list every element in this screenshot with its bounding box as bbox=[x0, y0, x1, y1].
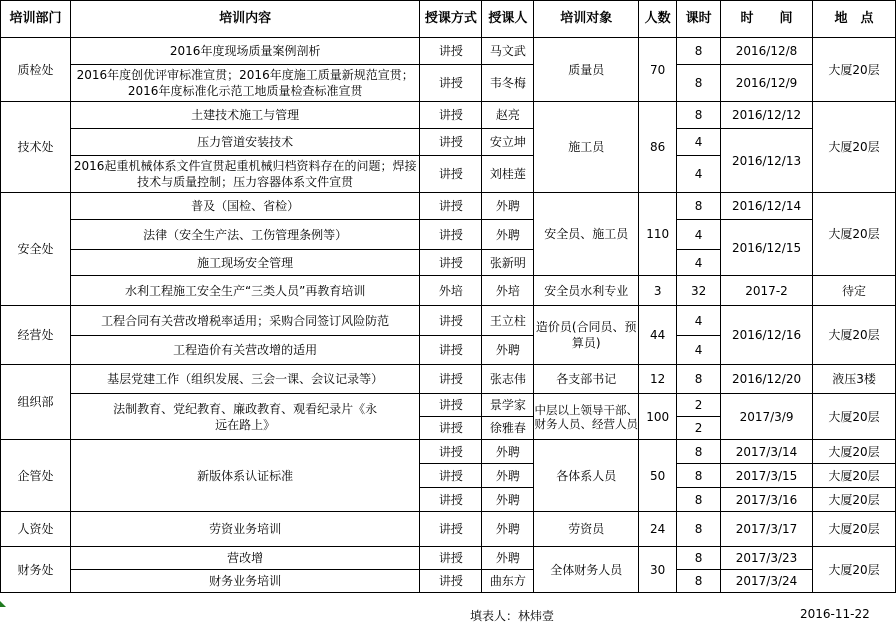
footer bbox=[0, 604, 896, 625]
table-row bbox=[1, 440, 896, 464]
content-cell: 2016年度创优评审标准宣贯；2016年度施工质量新规范宣贯；2016年度标准化示范工地质量检查标准宣贯 bbox=[70, 65, 420, 102]
content-cell: 劳资业务培训 bbox=[70, 512, 420, 547]
header-count: 人数 bbox=[639, 1, 677, 38]
location-cell: 大厦20层 bbox=[813, 488, 896, 512]
teacher-cell: 景学家 bbox=[482, 394, 534, 417]
time-cell: 2017/3/24 bbox=[721, 570, 813, 593]
dept-cell: 人资处 bbox=[1, 512, 71, 547]
location-cell: 待定 bbox=[813, 276, 896, 306]
method-cell: 讲授 bbox=[420, 570, 482, 593]
location-cell: 大厦20层 bbox=[813, 102, 896, 193]
count-cell: 30 bbox=[639, 547, 677, 593]
audience-cell: 造价员(合同员、预算员) bbox=[534, 306, 639, 365]
audience-cell: 全体财务人员 bbox=[534, 547, 639, 593]
hours-cell: 8 bbox=[677, 365, 721, 394]
dept-cell: 财务处 bbox=[1, 547, 71, 593]
hours-cell: 8 bbox=[677, 102, 721, 129]
table-row bbox=[1, 102, 896, 129]
method-cell: 讲授 bbox=[420, 488, 482, 512]
dept-cell: 安全处 bbox=[1, 193, 71, 306]
content-cell: 土建技术施工与管理 bbox=[70, 102, 420, 129]
header-dept: 培训部门 bbox=[1, 1, 71, 38]
hours-cell: 8 bbox=[677, 464, 721, 488]
location-cell: 大厦20层 bbox=[813, 512, 896, 547]
teacher-cell: 外聘 bbox=[482, 440, 534, 464]
teacher-cell: 外培 bbox=[482, 276, 534, 306]
count-cell: 110 bbox=[639, 193, 677, 276]
method-cell: 讲授 bbox=[420, 306, 482, 336]
hours-cell: 8 bbox=[677, 193, 721, 220]
time-cell: 2017/3/9 bbox=[721, 394, 813, 440]
count-cell: 86 bbox=[639, 102, 677, 193]
time-cell: 2016/12/12 bbox=[721, 102, 813, 129]
audience-cell: 中层以上领导干部、财务人员、经营人员 bbox=[534, 394, 639, 440]
table-row bbox=[1, 129, 896, 156]
teacher-cell: 徐雅春 bbox=[482, 417, 534, 440]
content-cell: 新版体系认证标准 bbox=[70, 440, 420, 512]
hours-cell: 8 bbox=[677, 65, 721, 102]
method-cell: 讲授 bbox=[420, 38, 482, 65]
content-cell: 普及（国检、省检） bbox=[70, 193, 420, 220]
content-cell: 水利工程施工安全生产“三类人员”再教育培训 bbox=[70, 276, 420, 306]
location-cell: 大厦20层 bbox=[813, 38, 896, 102]
dept-cell: 经营处 bbox=[1, 306, 71, 365]
method-cell: 讲授 bbox=[420, 394, 482, 417]
table-row bbox=[1, 193, 896, 220]
teacher-cell: 外聘 bbox=[482, 547, 534, 570]
hours-cell: 8 bbox=[677, 38, 721, 65]
content-cell: 工程造价有关营改增的适用 bbox=[70, 336, 420, 365]
audience-cell: 各支部书记 bbox=[534, 365, 639, 394]
method-cell: 讲授 bbox=[420, 512, 482, 547]
content-cell: 法律（安全生产法、工伤管理条例等） bbox=[70, 220, 420, 250]
teacher-cell: 赵亮 bbox=[482, 102, 534, 129]
hours-cell: 4 bbox=[677, 306, 721, 336]
teacher-cell: 外聘 bbox=[482, 336, 534, 365]
location-cell: 大厦20层 bbox=[813, 394, 896, 440]
header-teacher: 授课人 bbox=[482, 1, 534, 38]
time-cell: 2017/3/23 bbox=[721, 547, 813, 570]
audience-cell: 安全员、施工员 bbox=[534, 193, 639, 276]
header-content: 培训内容 bbox=[70, 1, 420, 38]
time-cell: 2016/12/16 bbox=[721, 306, 813, 365]
count-cell: 3 bbox=[639, 276, 677, 306]
header-time: 时 间 bbox=[721, 1, 813, 38]
dept-cell: 企管处 bbox=[1, 440, 71, 512]
table-row bbox=[1, 306, 896, 336]
teacher-cell: 张新明 bbox=[482, 250, 534, 276]
dept-cell: 质检处 bbox=[1, 38, 71, 102]
header-hours: 课时 bbox=[677, 1, 721, 38]
cell-corner-marker bbox=[0, 601, 6, 607]
method-cell: 讲授 bbox=[420, 365, 482, 394]
table-row bbox=[1, 65, 896, 102]
method-cell: 讲授 bbox=[420, 336, 482, 365]
hours-cell: 4 bbox=[677, 129, 721, 156]
method-cell: 讲授 bbox=[420, 193, 482, 220]
count-cell: 44 bbox=[639, 306, 677, 365]
teacher-cell: 外聘 bbox=[482, 464, 534, 488]
method-cell: 讲授 bbox=[420, 464, 482, 488]
teacher-cell: 张志伟 bbox=[482, 365, 534, 394]
hours-cell: 8 bbox=[677, 440, 721, 464]
content-cell: 施工现场安全管理 bbox=[70, 250, 420, 276]
hours-cell: 8 bbox=[677, 488, 721, 512]
time-cell: 2017/3/17 bbox=[721, 512, 813, 547]
time-cell: 2016/12/20 bbox=[721, 365, 813, 394]
method-cell: 讲授 bbox=[420, 220, 482, 250]
hours-cell: 4 bbox=[677, 156, 721, 193]
audience-cell: 各体系人员 bbox=[534, 440, 639, 512]
header-audience: 培训对象 bbox=[534, 1, 639, 38]
method-cell: 外培 bbox=[420, 276, 482, 306]
table-row bbox=[1, 394, 896, 417]
form-filler: 填表人：林炜壹 bbox=[470, 609, 555, 623]
location-cell: 大厦20层 bbox=[813, 464, 896, 488]
time-cell: 2016/12/9 bbox=[721, 65, 813, 102]
table-row bbox=[1, 365, 896, 394]
method-cell: 讲授 bbox=[420, 65, 482, 102]
dept-cell: 技术处 bbox=[1, 102, 71, 193]
hours-cell: 4 bbox=[677, 250, 721, 276]
audience-cell: 安全员水利专业 bbox=[534, 276, 639, 306]
method-cell: 讲授 bbox=[420, 547, 482, 570]
header-method: 授课方式 bbox=[420, 1, 482, 38]
hours-cell: 2 bbox=[677, 394, 721, 417]
content-cell: 工程合同有关营改增税率适用；采购合同签订风险防范 bbox=[70, 306, 420, 336]
content-cell: 财务业务培训 bbox=[70, 570, 420, 593]
table-row bbox=[1, 220, 896, 250]
time-cell: 2016/12/13 bbox=[721, 129, 813, 193]
method-cell: 讲授 bbox=[420, 250, 482, 276]
content-cell: 压力管道安装技术 bbox=[70, 129, 420, 156]
teacher-cell: 外聘 bbox=[482, 193, 534, 220]
count-cell: 100 bbox=[639, 394, 677, 440]
location-cell: 大厦20层 bbox=[813, 547, 896, 593]
teacher-cell: 王立柱 bbox=[482, 306, 534, 336]
content-cell: 2016起重机械体系文件宣贯起重机械归档资料存在的问题；焊接技术与质量控制；压力容器体系文件宣贯 bbox=[70, 156, 420, 193]
teacher-cell: 马文武 bbox=[482, 38, 534, 65]
count-cell: 50 bbox=[639, 440, 677, 512]
count-cell: 24 bbox=[639, 512, 677, 547]
header-location: 地 点 bbox=[813, 1, 896, 38]
content-cell: 营改增 bbox=[70, 547, 420, 570]
content-cell: 法制教育、党纪教育、廉政教育、观看纪录片《永远在路上》 bbox=[70, 394, 420, 440]
table-row bbox=[1, 512, 896, 547]
teacher-cell: 外聘 bbox=[482, 512, 534, 547]
teacher-cell: 曲东方 bbox=[482, 570, 534, 593]
audience-cell: 质量员 bbox=[534, 38, 639, 102]
method-cell: 讲授 bbox=[420, 440, 482, 464]
hours-cell: 32 bbox=[677, 276, 721, 306]
hours-cell: 8 bbox=[677, 547, 721, 570]
table-row bbox=[1, 547, 896, 570]
audience-cell: 劳资员 bbox=[534, 512, 639, 547]
time-cell: 2016/12/14 bbox=[721, 193, 813, 220]
time-cell: 2017/3/15 bbox=[721, 464, 813, 488]
audience-cell: 施工员 bbox=[534, 102, 639, 193]
teacher-cell: 外聘 bbox=[482, 488, 534, 512]
time-cell: 2016/12/8 bbox=[721, 38, 813, 65]
hours-cell: 4 bbox=[677, 336, 721, 365]
form-date: 2016-11-22 bbox=[800, 607, 870, 621]
hours-cell: 8 bbox=[677, 512, 721, 547]
hours-cell: 2 bbox=[677, 417, 721, 440]
method-cell: 讲授 bbox=[420, 156, 482, 193]
table-row bbox=[1, 570, 896, 593]
teacher-cell: 外聘 bbox=[482, 220, 534, 250]
count-cell: 70 bbox=[639, 38, 677, 102]
teacher-cell: 安立坤 bbox=[482, 129, 534, 156]
table-row bbox=[1, 38, 896, 65]
location-cell: 大厦20层 bbox=[813, 193, 896, 276]
count-cell: 12 bbox=[639, 365, 677, 394]
location-cell: 大厦20层 bbox=[813, 440, 896, 464]
content-cell: 基层党建工作（组织发展、三会一课、会议记录等） bbox=[70, 365, 420, 394]
header-row bbox=[1, 1, 896, 38]
time-cell: 2017/3/16 bbox=[721, 488, 813, 512]
method-cell: 讲授 bbox=[420, 129, 482, 156]
method-cell: 讲授 bbox=[420, 417, 482, 440]
hours-cell: 4 bbox=[677, 220, 721, 250]
dept-cell: 组织部 bbox=[1, 365, 71, 440]
time-cell: 2016/12/15 bbox=[721, 220, 813, 276]
location-cell: 大厦20层 bbox=[813, 306, 896, 365]
content-cell: 2016年度现场质量案例剖析 bbox=[70, 38, 420, 65]
method-cell: 讲授 bbox=[420, 102, 482, 129]
teacher-cell: 刘桂莲 bbox=[482, 156, 534, 193]
time-cell: 2017/3/14 bbox=[721, 440, 813, 464]
teacher-cell: 韦冬梅 bbox=[482, 65, 534, 102]
time-cell: 2017-2 bbox=[721, 276, 813, 306]
hours-cell: 8 bbox=[677, 570, 721, 593]
table-row bbox=[1, 276, 896, 306]
location-cell: 液压3楼 bbox=[813, 365, 896, 394]
